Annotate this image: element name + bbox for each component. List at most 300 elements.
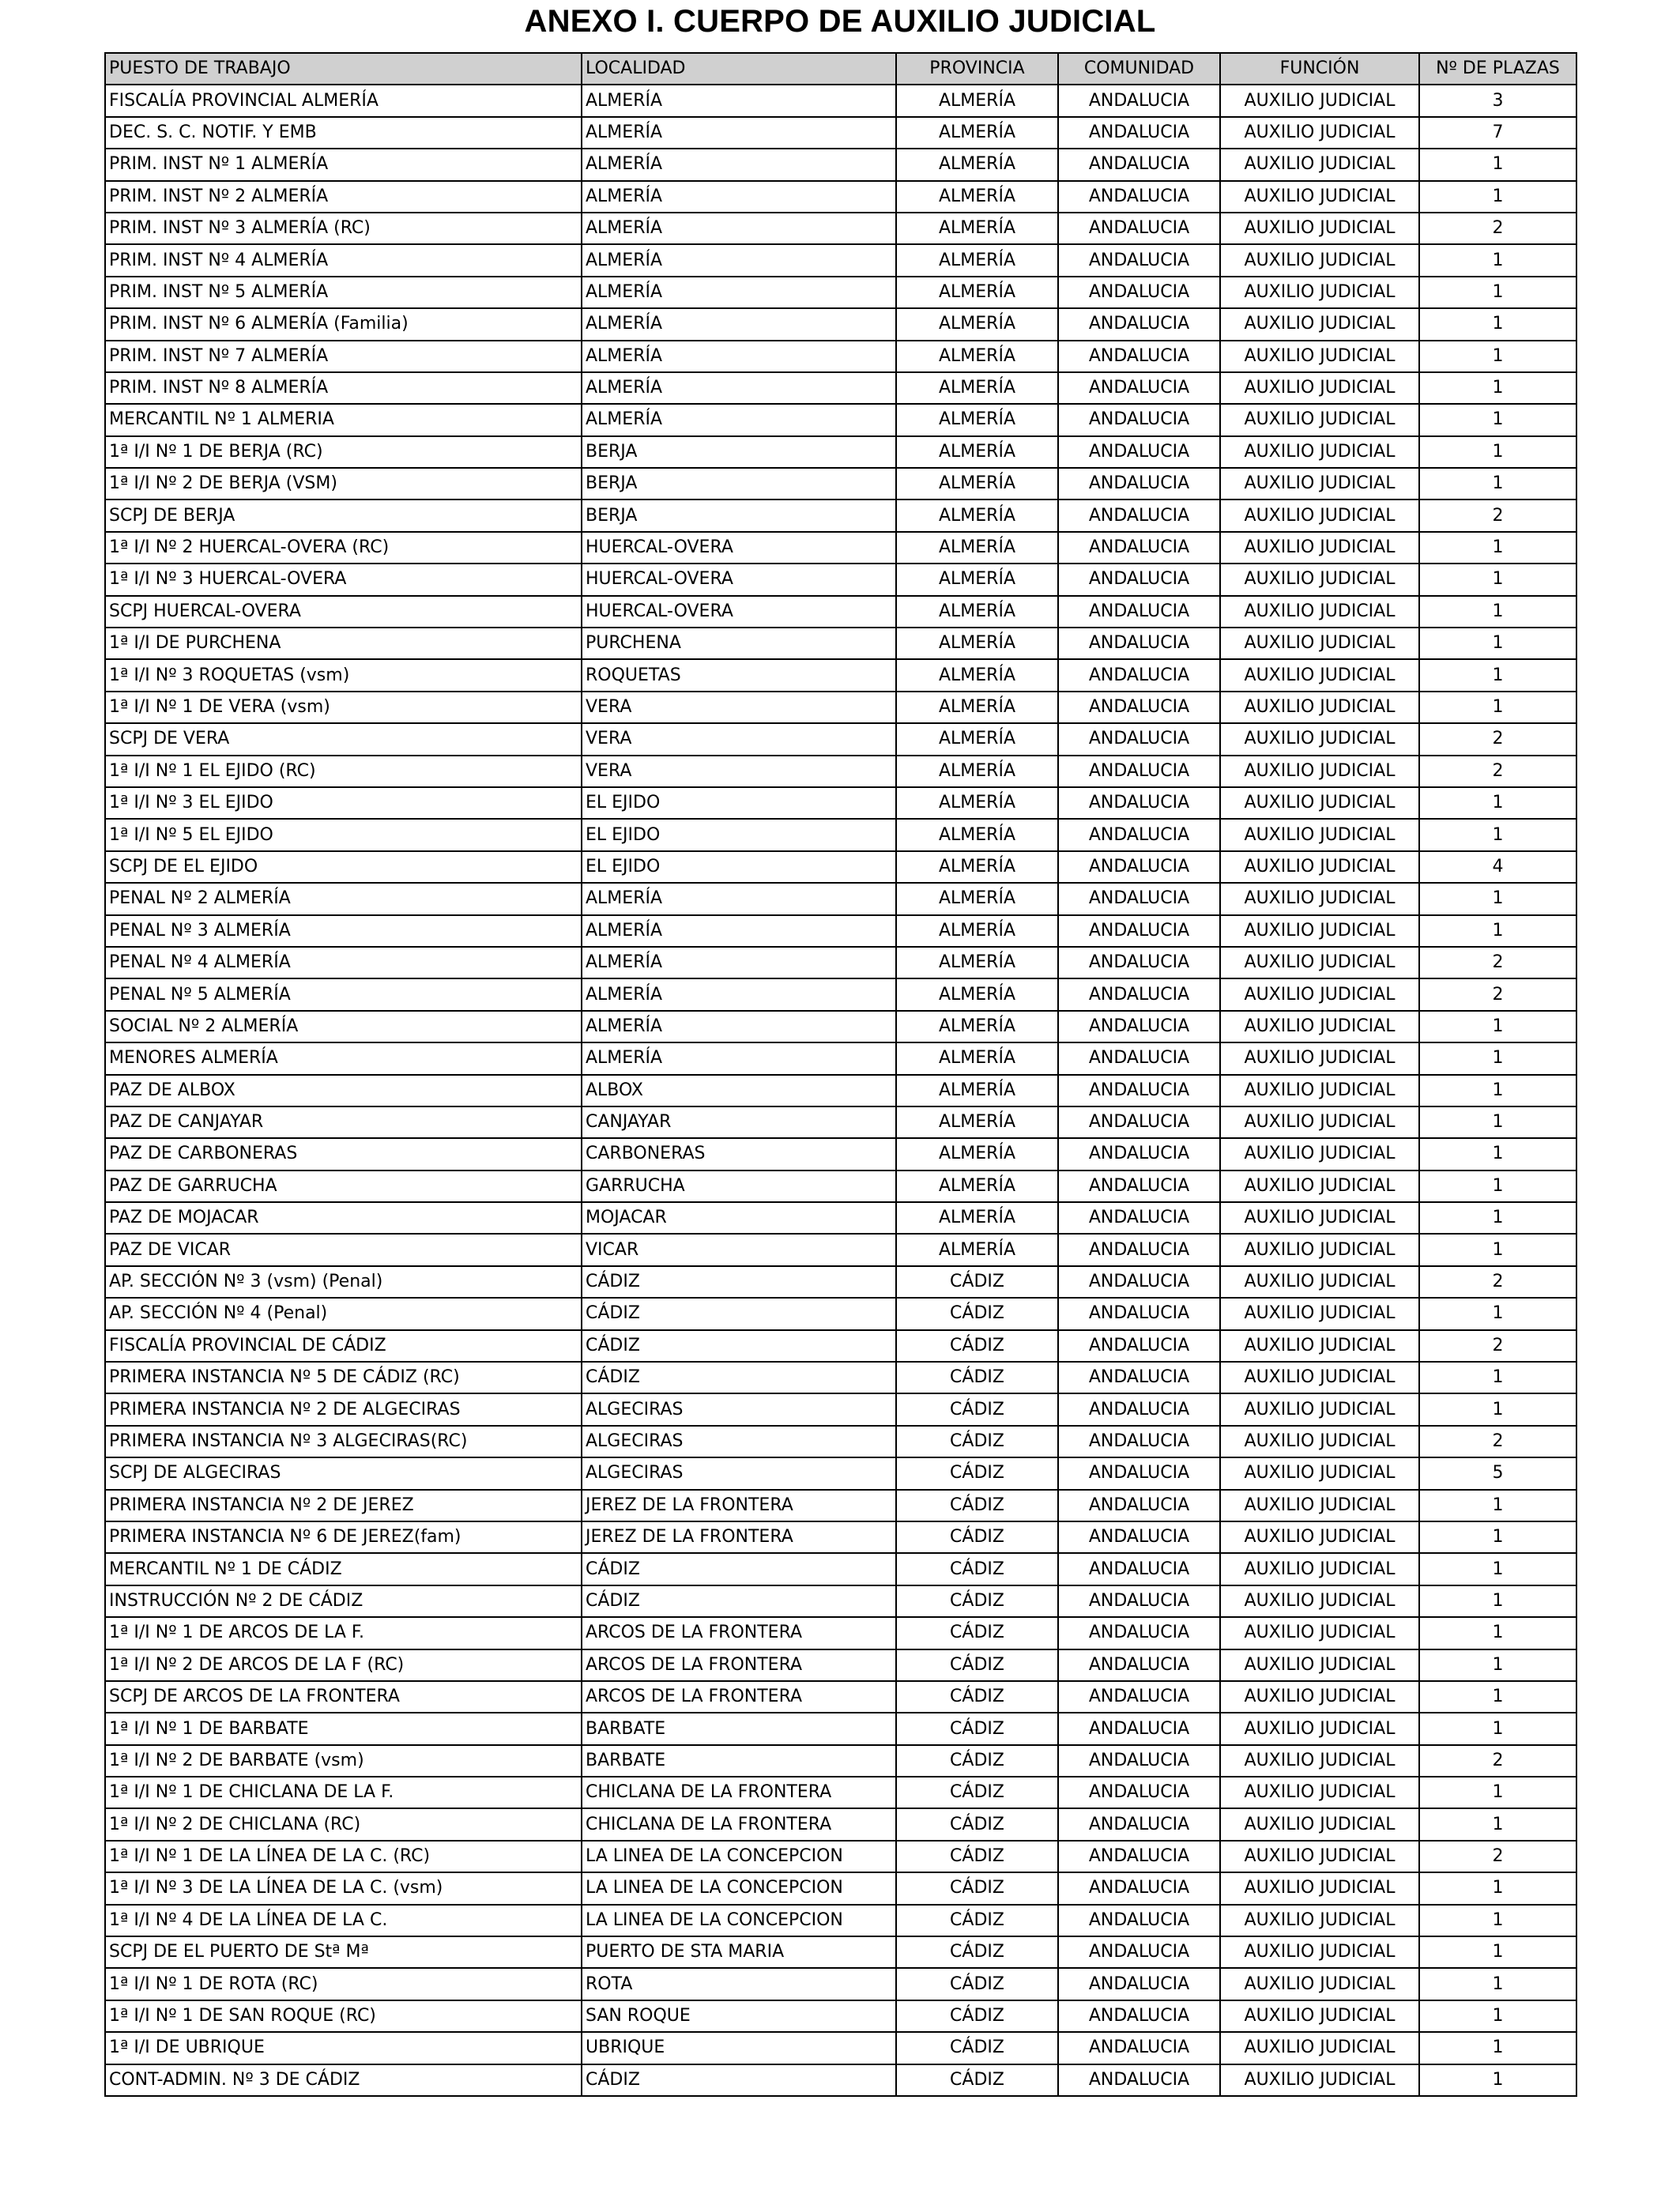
cell-puesto: 1ª I/I Nº 1 DE BARBATE <box>105 1713 582 1744</box>
cell-funcion: AUXILIO JUDICIAL <box>1220 1426 1419 1457</box>
table-row <box>105 1426 1576 1457</box>
cell-puesto: 1ª I/I Nº 1 DE VERA (vsm) <box>105 692 582 723</box>
cell-funcion: AUXILIO JUDICIAL <box>1220 947 1419 978</box>
cell-plazas: 1 <box>1419 1202 1576 1234</box>
cell-comunidad: ANDALUCIA <box>1058 341 1220 372</box>
table-row <box>105 468 1576 499</box>
cell-comunidad: ANDALUCIA <box>1058 819 1220 850</box>
table-row <box>105 149 1576 180</box>
cell-comunidad: ANDALUCIA <box>1058 1713 1220 1744</box>
cell-localidad: VERA <box>582 756 896 787</box>
table-row <box>105 181 1576 213</box>
cell-comunidad: ANDALUCIA <box>1058 181 1220 213</box>
table-row <box>105 1042 1576 1074</box>
cell-comunidad: ANDALUCIA <box>1058 1617 1220 1649</box>
cell-comunidad: ANDALUCIA <box>1058 213 1220 244</box>
cell-puesto: PRIMERA INSTANCIA Nº 3 ALGECIRAS(RC) <box>105 1426 582 1457</box>
cell-plazas: 1 <box>1419 277 1576 308</box>
cell-puesto: PRIM. INST Nº 5 ALMERÍA <box>105 277 582 308</box>
cell-puesto: SCPJ DE ARCOS DE LA FRONTERA <box>105 1681 582 1713</box>
table-header <box>105 53 1576 85</box>
cell-comunidad: ANDALUCIA <box>1058 692 1220 723</box>
cell-funcion: AUXILIO JUDICIAL <box>1220 2064 1419 2096</box>
cell-localidad: EL EJIDO <box>582 851 896 883</box>
cell-localidad: JEREZ DE LA FRONTERA <box>582 1521 896 1553</box>
cell-localidad: LA LINEA DE LA CONCEPCION <box>582 1841 896 1872</box>
cell-puesto: PRIM. INST Nº 2 ALMERÍA <box>105 181 582 213</box>
cell-comunidad: ANDALUCIA <box>1058 1298 1220 1329</box>
cell-funcion: AUXILIO JUDICIAL <box>1220 851 1419 883</box>
cell-plazas: 1 <box>1419 1042 1576 1074</box>
cell-plazas: 1 <box>1419 1138 1576 1170</box>
cell-comunidad: ANDALUCIA <box>1058 1905 1220 1936</box>
cell-funcion: AUXILIO JUDICIAL <box>1220 1713 1419 1744</box>
cell-plazas: 2 <box>1419 723 1576 755</box>
cell-plazas: 1 <box>1419 1808 1576 1840</box>
cell-plazas: 1 <box>1419 628 1576 659</box>
cell-localidad: CÁDIZ <box>582 1266 896 1298</box>
table-row <box>105 436 1576 468</box>
cell-provincia: ALMERÍA <box>896 1202 1058 1234</box>
cell-localidad: GARRUCHA <box>582 1171 896 1202</box>
cell-plazas: 2 <box>1419 499 1576 531</box>
cell-plazas: 2 <box>1419 947 1576 978</box>
cell-localidad: ROQUETAS <box>582 659 896 691</box>
cell-provincia: CÁDIZ <box>896 1521 1058 1553</box>
cell-comunidad: ANDALUCIA <box>1058 1426 1220 1457</box>
cell-localidad: EL EJIDO <box>582 787 896 819</box>
cell-comunidad: ANDALUCIA <box>1058 1106 1220 1138</box>
cell-puesto: PENAL Nº 2 ALMERÍA <box>105 883 582 914</box>
cell-plazas: 1 <box>1419 1777 1576 1808</box>
cell-comunidad: ANDALUCIA <box>1058 723 1220 755</box>
cell-localidad: ARCOS DE LA FRONTERA <box>582 1649 896 1681</box>
cell-comunidad: ANDALUCIA <box>1058 596 1220 628</box>
cell-plazas: 1 <box>1419 1075 1576 1106</box>
table-row <box>105 404 1576 435</box>
cell-comunidad: ANDALUCIA <box>1058 787 1220 819</box>
cell-plazas: 1 <box>1419 1171 1576 1202</box>
cell-localidad: ALMERÍA <box>582 915 896 947</box>
cell-puesto: PAZ DE GARRUCHA <box>105 1171 582 1202</box>
cell-funcion: AUXILIO JUDICIAL <box>1220 1490 1419 1521</box>
cell-provincia: ALMERÍA <box>896 244 1058 276</box>
cell-localidad: ALMERÍA <box>582 341 896 372</box>
cell-funcion: AUXILIO JUDICIAL <box>1220 1649 1419 1681</box>
cell-funcion: AUXILIO JUDICIAL <box>1220 1585 1419 1617</box>
cell-localidad: BARBATE <box>582 1713 896 1744</box>
cell-localidad: ALMERÍA <box>582 181 896 213</box>
cell-funcion: AUXILIO JUDICIAL <box>1220 564 1419 595</box>
cell-funcion: AUXILIO JUDICIAL <box>1220 1106 1419 1138</box>
table-row <box>105 978 1576 1010</box>
cell-puesto: 1ª I/I Nº 2 DE ARCOS DE LA F (RC) <box>105 1649 582 1681</box>
cell-plazas: 1 <box>1419 149 1576 180</box>
cell-localidad: LA LINEA DE LA CONCEPCION <box>582 1872 896 1904</box>
cell-puesto: 1ª I/I Nº 2 DE CHICLANA (RC) <box>105 1808 582 1840</box>
cell-puesto: PRIM. INST Nº 6 ALMERÍA (Familia) <box>105 308 582 340</box>
cell-puesto: 1ª I/I Nº 2 HUERCAL-OVERA (RC) <box>105 532 582 564</box>
cell-provincia: CÁDIZ <box>896 1393 1058 1425</box>
table-row <box>105 564 1576 595</box>
cell-provincia: CÁDIZ <box>896 2064 1058 2096</box>
table-row <box>105 1872 1576 1904</box>
cell-funcion: AUXILIO JUDICIAL <box>1220 1521 1419 1553</box>
cell-provincia: ALMERÍA <box>896 596 1058 628</box>
cell-provincia: CÁDIZ <box>896 1841 1058 1872</box>
cell-localidad: BERJA <box>582 468 896 499</box>
table-row <box>105 756 1576 787</box>
cell-provincia: ALMERÍA <box>896 117 1058 149</box>
cell-provincia: ALMERÍA <box>896 1011 1058 1042</box>
cell-comunidad: ANDALUCIA <box>1058 564 1220 595</box>
table-row <box>105 277 1576 308</box>
cell-puesto: 1ª I/I DE UBRIQUE <box>105 2032 582 2064</box>
cell-localidad: ALMERÍA <box>582 1042 896 1074</box>
cell-comunidad: ANDALUCIA <box>1058 1011 1220 1042</box>
cell-provincia: ALMERÍA <box>896 787 1058 819</box>
cell-provincia: ALMERÍA <box>896 372 1058 404</box>
cell-plazas: 1 <box>1419 1362 1576 1393</box>
cell-puesto: MERCANTIL Nº 1 DE CÁDIZ <box>105 1553 582 1585</box>
table-row <box>105 1841 1576 1872</box>
cell-provincia: ALMERÍA <box>896 723 1058 755</box>
cell-puesto: AP. SECCIÓN Nº 4 (Penal) <box>105 1298 582 1329</box>
cell-puesto: MENORES ALMERÍA <box>105 1042 582 1074</box>
cell-comunidad: ANDALUCIA <box>1058 1234 1220 1265</box>
cell-plazas: 1 <box>1419 372 1576 404</box>
cell-puesto: DEC. S. C. NOTIF. Y EMB <box>105 117 582 149</box>
cell-plazas: 1 <box>1419 1521 1576 1553</box>
cell-funcion: AUXILIO JUDICIAL <box>1220 1075 1419 1106</box>
header-puesto: PUESTO DE TRABAJO <box>105 53 582 85</box>
cell-plazas: 1 <box>1419 1490 1576 1521</box>
cell-localidad: CHICLANA DE LA FRONTERA <box>582 1777 896 1808</box>
cell-provincia: CÁDIZ <box>896 1617 1058 1649</box>
table-row <box>105 659 1576 691</box>
cell-puesto: SCPJ DE EL EJIDO <box>105 851 582 883</box>
table-row <box>105 1585 1576 1617</box>
cell-localidad: ALMERÍA <box>582 85 896 116</box>
cell-funcion: AUXILIO JUDICIAL <box>1220 1681 1419 1713</box>
cell-plazas: 2 <box>1419 756 1576 787</box>
cell-localidad: CÁDIZ <box>582 1553 896 1585</box>
cell-plazas: 2 <box>1419 1745 1576 1777</box>
cell-funcion: AUXILIO JUDICIAL <box>1220 1330 1419 1362</box>
cell-puesto: PAZ DE ALBOX <box>105 1075 582 1106</box>
cell-provincia: CÁDIZ <box>896 1362 1058 1393</box>
table-row <box>105 213 1576 244</box>
cell-provincia: ALMERÍA <box>896 1171 1058 1202</box>
cell-funcion: AUXILIO JUDICIAL <box>1220 1968 1419 2000</box>
table-row <box>105 1617 1576 1649</box>
cell-puesto: SCPJ DE BERJA <box>105 499 582 531</box>
cell-localidad: SAN ROQUE <box>582 2000 896 2032</box>
table-row <box>105 1298 1576 1329</box>
cell-provincia: ALMERÍA <box>896 404 1058 435</box>
header-funcion: FUNCIÓN <box>1220 53 1419 85</box>
cell-funcion: AUXILIO JUDICIAL <box>1220 1745 1419 1777</box>
cell-puesto: 1ª I/I Nº 2 DE BERJA (VSM) <box>105 468 582 499</box>
cell-provincia: CÁDIZ <box>896 1490 1058 1521</box>
cell-puesto: 1ª I/I Nº 1 DE BERJA (RC) <box>105 436 582 468</box>
header-row <box>105 53 1576 85</box>
cell-plazas: 7 <box>1419 117 1576 149</box>
cell-plazas: 4 <box>1419 851 1576 883</box>
cell-funcion: AUXILIO JUDICIAL <box>1220 499 1419 531</box>
cell-puesto: PRIMERA INSTANCIA Nº 5 DE CÁDIZ (RC) <box>105 1362 582 1393</box>
cell-localidad: ARCOS DE LA FRONTERA <box>582 1681 896 1713</box>
cell-localidad: ROTA <box>582 1968 896 2000</box>
cell-funcion: AUXILIO JUDICIAL <box>1220 244 1419 276</box>
cell-comunidad: ANDALUCIA <box>1058 851 1220 883</box>
cell-plazas: 1 <box>1419 1681 1576 1713</box>
cell-comunidad: ANDALUCIA <box>1058 1266 1220 1298</box>
cell-funcion: AUXILIO JUDICIAL <box>1220 787 1419 819</box>
cell-plazas: 1 <box>1419 1234 1576 1265</box>
cell-plazas: 1 <box>1419 181 1576 213</box>
cell-provincia: ALMERÍA <box>896 213 1058 244</box>
cell-localidad: CÁDIZ <box>582 1362 896 1393</box>
cell-comunidad: ANDALUCIA <box>1058 659 1220 691</box>
cell-localidad: ALMERÍA <box>582 883 896 914</box>
cell-comunidad: ANDALUCIA <box>1058 1808 1220 1840</box>
table-row <box>105 1011 1576 1042</box>
cell-comunidad: ANDALUCIA <box>1058 1075 1220 1106</box>
cell-comunidad: ANDALUCIA <box>1058 756 1220 787</box>
cell-provincia: ALMERÍA <box>896 499 1058 531</box>
document-title: ANEXO I. CUERPO DE AUXILIO JUDICIAL <box>524 4 1156 39</box>
cell-plazas: 2 <box>1419 1266 1576 1298</box>
cell-funcion: AUXILIO JUDICIAL <box>1220 1617 1419 1649</box>
cell-comunidad: ANDALUCIA <box>1058 2000 1220 2032</box>
cell-comunidad: ANDALUCIA <box>1058 1777 1220 1808</box>
cell-puesto: SCPJ HUERCAL-OVERA <box>105 596 582 628</box>
cell-comunidad: ANDALUCIA <box>1058 1362 1220 1393</box>
cell-provincia: CÁDIZ <box>896 1905 1058 1936</box>
cell-localidad: ALMERÍA <box>582 978 896 1010</box>
cell-comunidad: ANDALUCIA <box>1058 308 1220 340</box>
cell-provincia: ALMERÍA <box>896 149 1058 180</box>
table-row <box>105 1777 1576 1808</box>
cell-provincia: ALMERÍA <box>896 436 1058 468</box>
table-row <box>105 85 1576 116</box>
cell-comunidad: ANDALUCIA <box>1058 1490 1220 1521</box>
cell-funcion: AUXILIO JUDICIAL <box>1220 85 1419 116</box>
cell-plazas: 1 <box>1419 819 1576 850</box>
cell-localidad: VERA <box>582 692 896 723</box>
cell-plazas: 1 <box>1419 1617 1576 1649</box>
cell-funcion: AUXILIO JUDICIAL <box>1220 978 1419 1010</box>
cell-comunidad: ANDALUCIA <box>1058 2064 1220 2096</box>
cell-puesto: CONT-ADMIN. Nº 3 DE CÁDIZ <box>105 2064 582 2096</box>
cell-localidad: ALMERÍA <box>582 277 896 308</box>
cell-funcion: AUXILIO JUDICIAL <box>1220 436 1419 468</box>
table-row <box>105 596 1576 628</box>
cell-funcion: AUXILIO JUDICIAL <box>1220 532 1419 564</box>
cell-puesto: PENAL Nº 4 ALMERÍA <box>105 947 582 978</box>
cell-comunidad: ANDALUCIA <box>1058 1171 1220 1202</box>
cell-comunidad: ANDALUCIA <box>1058 978 1220 1010</box>
cell-funcion: AUXILIO JUDICIAL <box>1220 1553 1419 1585</box>
cell-provincia: ALMERÍA <box>896 308 1058 340</box>
cell-localidad: VERA <box>582 723 896 755</box>
cell-puesto: 1ª I/I Nº 3 EL EJIDO <box>105 787 582 819</box>
cell-localidad: ALMERÍA <box>582 149 896 180</box>
cell-localidad: BARBATE <box>582 1745 896 1777</box>
cell-puesto: 1ª I/I DE PURCHENA <box>105 628 582 659</box>
cell-funcion: AUXILIO JUDICIAL <box>1220 1808 1419 1840</box>
cell-comunidad: ANDALUCIA <box>1058 628 1220 659</box>
table-row <box>105 2064 1576 2096</box>
cell-funcion: AUXILIO JUDICIAL <box>1220 1777 1419 1808</box>
cell-puesto: FISCALÍA PROVINCIAL DE CÁDIZ <box>105 1330 582 1362</box>
table-row <box>105 341 1576 372</box>
cell-funcion: AUXILIO JUDICIAL <box>1220 723 1419 755</box>
cell-provincia: ALMERÍA <box>896 947 1058 978</box>
cell-plazas: 1 <box>1419 1905 1576 1936</box>
cell-funcion: AUXILIO JUDICIAL <box>1220 1872 1419 1904</box>
cell-provincia: ALMERÍA <box>896 628 1058 659</box>
cell-puesto: PRIMERA INSTANCIA Nº 6 DE JEREZ(fam) <box>105 1521 582 1553</box>
cell-comunidad: ANDALUCIA <box>1058 499 1220 531</box>
cell-provincia: CÁDIZ <box>896 2032 1058 2064</box>
cell-provincia: ALMERÍA <box>896 341 1058 372</box>
cell-funcion: AUXILIO JUDICIAL <box>1220 2032 1419 2064</box>
cell-comunidad: ANDALUCIA <box>1058 85 1220 116</box>
cell-plazas: 1 <box>1419 532 1576 564</box>
header-localidad: LOCALIDAD <box>582 53 896 85</box>
cell-puesto: 1ª I/I Nº 3 ROQUETAS (vsm) <box>105 659 582 691</box>
cell-comunidad: ANDALUCIA <box>1058 1042 1220 1074</box>
cell-provincia: ALMERÍA <box>896 819 1058 850</box>
cell-comunidad: ANDALUCIA <box>1058 149 1220 180</box>
cell-localidad: CHICLANA DE LA FRONTERA <box>582 1808 896 1840</box>
cell-puesto: 1ª I/I Nº 3 DE LA LÍNEA DE LA C. (vsm) <box>105 1872 582 1904</box>
cell-comunidad: ANDALUCIA <box>1058 1936 1220 1968</box>
cell-comunidad: ANDALUCIA <box>1058 1393 1220 1425</box>
table-row <box>105 1936 1576 1968</box>
cell-puesto: PAZ DE CARBONERAS <box>105 1138 582 1170</box>
table-row <box>105 883 1576 914</box>
cell-comunidad: ANDALUCIA <box>1058 1457 1220 1489</box>
cell-provincia: ALMERÍA <box>896 85 1058 116</box>
cell-provincia: CÁDIZ <box>896 1936 1058 1968</box>
cell-plazas: 2 <box>1419 978 1576 1010</box>
cell-localidad: CÁDIZ <box>582 1330 896 1362</box>
cell-provincia: ALMERÍA <box>896 659 1058 691</box>
cell-puesto: 1ª I/I Nº 1 DE ROTA (RC) <box>105 1968 582 2000</box>
cell-funcion: AUXILIO JUDICIAL <box>1220 1362 1419 1393</box>
cell-plazas: 1 <box>1419 915 1576 947</box>
cell-funcion: AUXILIO JUDICIAL <box>1220 1042 1419 1074</box>
cell-comunidad: ANDALUCIA <box>1058 1681 1220 1713</box>
table-row <box>105 1713 1576 1744</box>
cell-funcion: AUXILIO JUDICIAL <box>1220 819 1419 850</box>
cell-comunidad: ANDALUCIA <box>1058 915 1220 947</box>
table-row <box>105 1681 1576 1713</box>
cell-comunidad: ANDALUCIA <box>1058 1585 1220 1617</box>
cell-plazas: 2 <box>1419 213 1576 244</box>
table-body <box>105 85 1576 2096</box>
table-row <box>105 532 1576 564</box>
cell-provincia: ALMERÍA <box>896 1075 1058 1106</box>
table-row <box>105 372 1576 404</box>
table-row <box>105 1106 1576 1138</box>
cell-plazas: 1 <box>1419 883 1576 914</box>
cell-puesto: AP. SECCIÓN Nº 3 (vsm) (Penal) <box>105 1266 582 1298</box>
cell-plazas: 1 <box>1419 692 1576 723</box>
table-row <box>105 1553 1576 1585</box>
cell-plazas: 1 <box>1419 1936 1576 1968</box>
table-row <box>105 947 1576 978</box>
cell-funcion: AUXILIO JUDICIAL <box>1220 372 1419 404</box>
cell-comunidad: ANDALUCIA <box>1058 1330 1220 1362</box>
cell-puesto: PRIM. INST Nº 7 ALMERÍA <box>105 341 582 372</box>
cell-plazas: 3 <box>1419 85 1576 116</box>
cell-localidad: ALMERÍA <box>582 404 896 435</box>
cell-comunidad: ANDALUCIA <box>1058 244 1220 276</box>
cell-comunidad: ANDALUCIA <box>1058 1745 1220 1777</box>
cell-puesto: 1ª I/I Nº 5 EL EJIDO <box>105 819 582 850</box>
table-row <box>105 628 1576 659</box>
cell-plazas: 1 <box>1419 596 1576 628</box>
cell-funcion: AUXILIO JUDICIAL <box>1220 1298 1419 1329</box>
table-row <box>105 851 1576 883</box>
cell-plazas: 1 <box>1419 2064 1576 2096</box>
cell-plazas: 1 <box>1419 2000 1576 2032</box>
cell-funcion: AUXILIO JUDICIAL <box>1220 341 1419 372</box>
cell-comunidad: ANDALUCIA <box>1058 117 1220 149</box>
cell-puesto: 1ª I/I Nº 3 HUERCAL-OVERA <box>105 564 582 595</box>
cell-funcion: AUXILIO JUDICIAL <box>1220 468 1419 499</box>
cell-provincia: CÁDIZ <box>896 1745 1058 1777</box>
cell-puesto: PRIM. INST Nº 1 ALMERÍA <box>105 149 582 180</box>
cell-funcion: AUXILIO JUDICIAL <box>1220 181 1419 213</box>
table-row <box>105 819 1576 850</box>
cell-provincia: ALMERÍA <box>896 181 1058 213</box>
cell-localidad: JEREZ DE LA FRONTERA <box>582 1490 896 1521</box>
table-row <box>105 117 1576 149</box>
cell-funcion: AUXILIO JUDICIAL <box>1220 404 1419 435</box>
positions-table <box>104 52 1577 2097</box>
cell-provincia: ALMERÍA <box>896 277 1058 308</box>
table-row <box>105 1649 1576 1681</box>
cell-localidad: ALMERÍA <box>582 213 896 244</box>
table-row <box>105 244 1576 276</box>
cell-provincia: CÁDIZ <box>896 1298 1058 1329</box>
cell-plazas: 2 <box>1419 1426 1576 1457</box>
cell-puesto: PRIM. INST Nº 3 ALMERÍA (RC) <box>105 213 582 244</box>
table-row <box>105 915 1576 947</box>
cell-plazas: 1 <box>1419 1553 1576 1585</box>
cell-funcion: AUXILIO JUDICIAL <box>1220 2000 1419 2032</box>
cell-plazas: 1 <box>1419 1872 1576 1904</box>
table-row <box>105 1808 1576 1840</box>
cell-funcion: AUXILIO JUDICIAL <box>1220 628 1419 659</box>
table-row <box>105 2000 1576 2032</box>
cell-comunidad: ANDALUCIA <box>1058 277 1220 308</box>
cell-localidad: ALMERÍA <box>582 244 896 276</box>
cell-funcion: AUXILIO JUDICIAL <box>1220 692 1419 723</box>
cell-plazas: 1 <box>1419 1393 1576 1425</box>
cell-provincia: CÁDIZ <box>896 1649 1058 1681</box>
cell-provincia: CÁDIZ <box>896 1872 1058 1904</box>
cell-comunidad: ANDALUCIA <box>1058 468 1220 499</box>
cell-provincia: CÁDIZ <box>896 1713 1058 1744</box>
cell-localidad: ARCOS DE LA FRONTERA <box>582 1617 896 1649</box>
cell-plazas: 1 <box>1419 787 1576 819</box>
